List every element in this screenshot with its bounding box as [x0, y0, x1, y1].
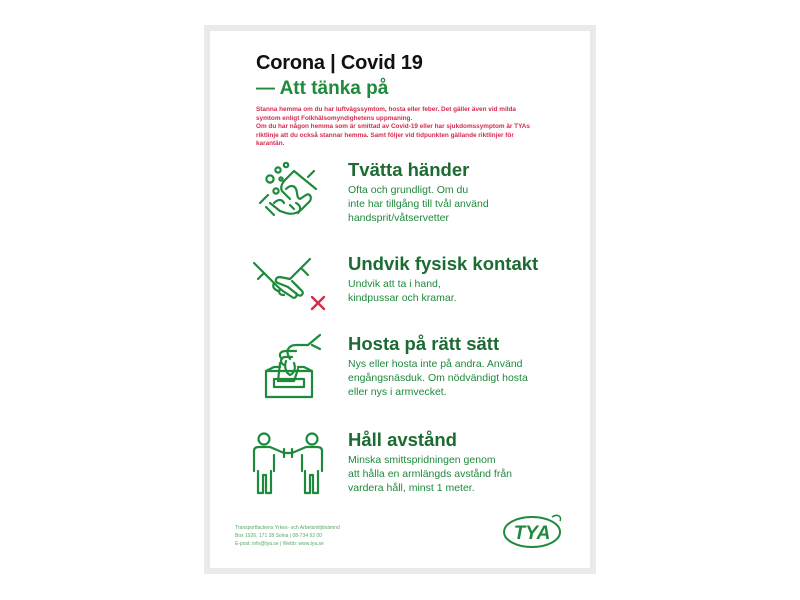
section-text [348, 357, 528, 400]
warning-line: Stanna hemma om du har luftvägssymtom, hosta eller feber. Det gäller även vid milda [256, 106, 516, 113]
poster-title: Corona | Covid 19 [256, 52, 423, 74]
footer-line: Transportfackens Yrkes- och Arbetsmiljönämnd [235, 525, 340, 531]
distance-people-icon [250, 431, 326, 497]
footer-line: E-post: info@tya.se | Webb: www.tya.se [235, 541, 324, 548]
section-title: Håll avstånd [348, 429, 457, 450]
footer-line: Box 1926, 171 28 Solna | 08-734 92 00 [235, 533, 322, 540]
section-avoid-contact [210, 253, 590, 333]
tissue-box-icon [250, 333, 326, 399]
section-line: engångsnäsduk. Om nödvändigt hosta [348, 372, 528, 385]
section-title: Tvätta händer [348, 159, 470, 180]
section-wash-hands [210, 159, 590, 239]
tya-logo [502, 507, 564, 551]
warning-line: riktlinje att du också stannar hemma. Samt följer vid tidpunkten gällande riktlinjer för [256, 131, 514, 139]
poster [210, 31, 590, 568]
poster-frame [204, 25, 596, 574]
section-line: inte har tillgång till tvål använd [348, 198, 489, 211]
warning-line: karantän. [256, 140, 285, 148]
handshake-icon [250, 253, 326, 319]
logo-text: TYA [513, 523, 551, 544]
section-text [348, 453, 512, 496]
section-line: Undvik att ta i hand, [348, 278, 441, 290]
section-title: Hosta på rätt sätt [348, 333, 500, 354]
section-text [348, 277, 457, 305]
poster-subtitle: — Att tänka på [256, 78, 389, 99]
section-keep-distance [210, 429, 590, 509]
section-cough [210, 333, 590, 413]
warning-line: symtom enligt Folkhälsomyndighetens uppmaning. [256, 114, 413, 122]
section-line: handsprit/våtservetter [348, 212, 449, 225]
section-line: Minska smittspridningen genom [348, 454, 496, 466]
section-line: att hålla en armlängds avstånd från [348, 468, 513, 481]
section-line: Ofta och grundligt. Om du [348, 184, 469, 196]
warning-line: Om du har någon hemma som är smittad av Covid-19 eller har sjukdomssymptom är TYAs [256, 123, 530, 131]
section-line: Nys eller hosta inte på andra. Använd [348, 358, 523, 370]
section-text [348, 183, 489, 226]
footer-address [235, 524, 340, 549]
warning-text [256, 106, 546, 149]
hand-washing-icon [250, 159, 326, 225]
section-line: eller nys i armvecket. [348, 386, 447, 399]
section-line: kindpussar och kramar. [348, 292, 457, 305]
section-line: vardera håll, minst 1 meter. [348, 482, 475, 495]
section-title: Undvik fysisk kontakt [348, 253, 539, 274]
